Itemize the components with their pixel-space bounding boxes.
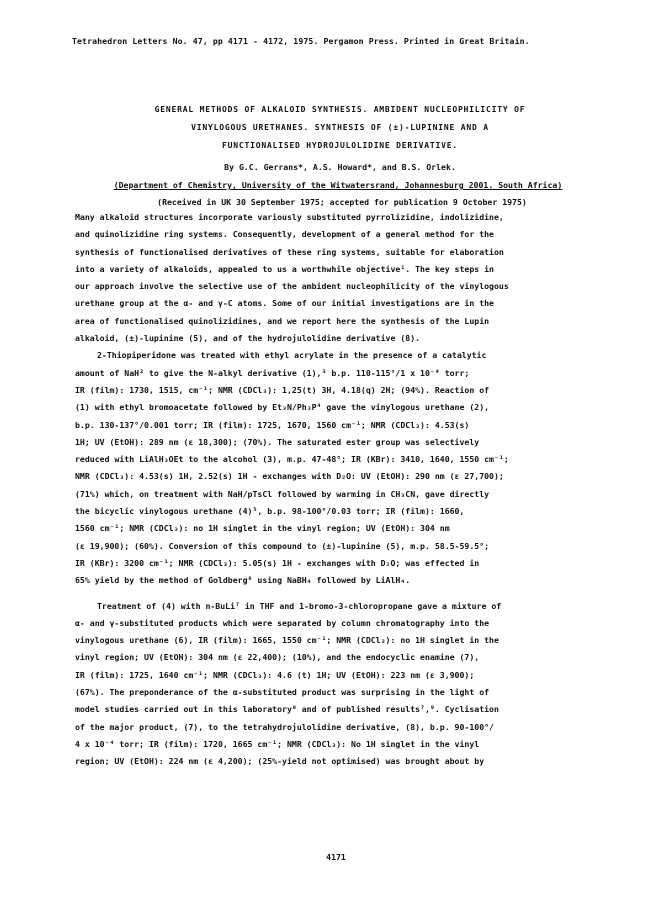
paragraph-intro <box>75 209 631 347</box>
page-number: 4171 <box>326 852 346 862</box>
text-line: IR (KBr): 3200 cm⁻¹; NMR (CDCl₃): 5.05(s) 1H - exchanges with D₂O; was effected in <box>75 557 480 568</box>
text-line: 1560 cm⁻¹; NMR (CDCl₃): no 1H singlet in the vinyl region; UV (EtOH): 304 nm <box>75 523 450 534</box>
article-title-line-3: FUNCTIONALISED HYDROJULOLIDINE DERIVATIVE. <box>222 141 458 150</box>
authors: By G.C. Gerrans*, A.S. Howard*, and B.S. Orlek. <box>224 162 456 172</box>
text-line: region; UV (EtOH): 224 nm (ε 4,200); (25%-yield not optimised) was brought about by <box>75 756 485 767</box>
text-line: the bicyclic vinylogous urethane (4)⁵, b.p. 98-100°/0.03 torr; IR (film): 1660, <box>75 506 465 517</box>
affiliation: (Department of Chemistry, University of the Witwatersrand, Johannesburg 2001. South Africa) <box>113 180 563 190</box>
paragraph-gap <box>75 590 631 598</box>
text-line: urethane group at the α- and γ-C atoms. Some of our initial investigations are in the <box>75 298 494 309</box>
text-line: b.p. 130-137°/0.001 torr; IR (film): 1725, 1670, 1560 cm⁻¹; NMR (CDCl₃): 4.53(s) <box>75 419 470 430</box>
text-line: Many alkaloid structures incorporate variously substituted pyrrolizidine, indolizidine, <box>75 212 504 222</box>
article-body <box>75 209 631 771</box>
journal-header: Tetrahedron Letters No. 47, pp 4171 - 4172, 1975. Pergamon Press. Printed in Great Britain. <box>72 36 530 46</box>
text-line: area of functionalised quinolizidines, and we report here the synthesis of the Lupin <box>75 315 490 326</box>
text-line: (1) with ethyl bromoacetate followed by Et₃N/Ph₃P⁴ gave the vinylogous urethane (2), <box>75 402 490 413</box>
text-line: IR (film): 1730, 1515, cm⁻¹; NMR (CDCl₃): 1,25(t) 3H, 4.18(q) 2H; (94%). Reaction of <box>75 384 490 395</box>
article-title-line-2: VINYLOGOUS URETHANES. SYNTHESIS OF (±)-LUPININE AND A <box>191 123 489 132</box>
text-line: model studies carried out in this laboratory⁸ and of published results⁷,⁹. Cyclisation <box>75 704 499 715</box>
text-line: 4 x 10⁻⁴ torr; IR (film): 1720, 1665 cm⁻¹; NMR (CDCl₃): No 1H singlet in the vinyl <box>75 738 480 749</box>
text-line: 1H; UV (EtOH): 289 nm (ε 18,300); (70%). The saturated ester group was selectively <box>75 436 480 447</box>
text-line: alkaloid, (±)-lupinine (5), and of the hydrojulolidine derivative (8). <box>75 333 421 344</box>
article-title-line-1: GENERAL METHODS OF ALKALOID SYNTHESIS. AMBIDENT NUCLEOPHILICITY OF <box>154 105 526 114</box>
received-date: (Received in UK 30 September 1975; accepted for publication 9 October 1975) <box>157 197 527 207</box>
text-line: into a variety of alkaloids, appealed to us a worthwhile objective¹. The key steps in <box>75 263 494 274</box>
text-line: (67%). The preponderance of the α-substituted product was surprising in the light of <box>75 687 490 698</box>
text-line: α- and γ-substituted products which were separated by column chromatography into the <box>75 617 490 628</box>
text-line: vinyl region; UV (EtOH): 304 nm (ε 22,400); (10%), and the endocyclic enamine (7), <box>75 652 480 663</box>
text-line: IR (film): 1725, 1640 cm⁻¹; NMR (CDCl₃): 4.6 (t) 1H; UV (EtOH): 223 nm (ε 3,900); <box>75 669 475 680</box>
text-line: NMR (CDCl₃): 4.53(s) 1H, 2.52(s) 1H - exchanges with D₂O: UV (EtOH): 290 nm (ε 27,700); <box>75 471 504 482</box>
text-line: and quinolizidine ring systems. Consequently, development of a general method for the <box>75 229 494 240</box>
text-line: 65% yield by the method of Goldberg⁶ using NaBH₄ followed by LiAlH₄. <box>75 575 411 586</box>
text-line: (71%) which, on treatment with NaH/pTsCl followed by warming in CH₃CN, gave directly <box>75 488 490 499</box>
text-line: Treatment of (4) with n-BuLi⁷ in THF and 1-bromo-3-chloropropane gave a mixture of <box>97 600 502 611</box>
text-line: reduced with LiAlH₃OEt to the alcohol (3), m.p. 47-48°; IR (KBr): 3410, 1640, 1550 cm⁻¹; <box>75 454 509 465</box>
paragraph-lupinine <box>75 347 631 589</box>
text-line: 2-Thiopiperidone was treated with ethyl acrylate in the presence of a catalytic <box>97 350 487 361</box>
text-line: amount of NaH² to give the N-alkyl derivative (1),³ b.p. 110-115°/1 x 10⁻⁴ torr; <box>75 367 470 378</box>
text-line: our approach involve the selective use of the ambident nucleophilicity of the vinylogous <box>75 281 509 292</box>
text-line: (ε 19,900); (60%). Conversion of this compound to (±)-lupinine (5), m.p. 58.5-59.5°; <box>75 540 490 551</box>
paragraph-hydrojulolidine <box>75 598 631 771</box>
text-line: vinylogous urethane (6), IR (film): 1665, 1550 cm⁻¹; NMR (CDCl₃): no 1H singlet in the <box>75 635 499 646</box>
text-line: of the major product, (7), to the tetrahydrojulolidine derivative, (8), b.p. 90-100°/ <box>75 721 494 732</box>
text-line: synthesis of functionalised derivatives of these ring systems, suitable for elaboration <box>75 246 504 257</box>
